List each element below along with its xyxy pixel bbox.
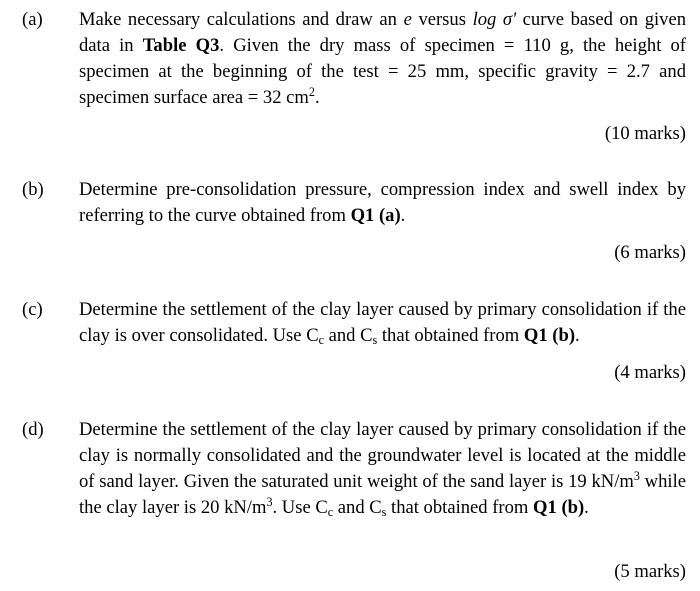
question-text bbox=[79, 417, 686, 521]
text-run: while the clay layer is 20 kN/m bbox=[79, 471, 686, 518]
table-reference: Table Q3 bbox=[142, 35, 220, 56]
superscript: 3 bbox=[266, 494, 273, 509]
question-label: (d) bbox=[22, 419, 44, 440]
question-text bbox=[79, 177, 686, 229]
question-label: (b) bbox=[22, 179, 44, 200]
text-run: and C bbox=[323, 325, 373, 346]
text-run: Make necessary calculations and draw an bbox=[79, 9, 404, 30]
marks-label: (4 marks) bbox=[614, 362, 686, 383]
text-run: curve based on given data in bbox=[79, 9, 687, 56]
text-run: . bbox=[575, 325, 580, 346]
text-run: and C bbox=[333, 497, 382, 518]
text-run: that obtained from bbox=[377, 325, 524, 346]
marks-label: (6 marks) bbox=[614, 242, 686, 263]
question-text bbox=[79, 7, 686, 111]
text-run: Determine pre-consolidation pressure, compression index and swell index by referring to the curve obtained from bbox=[79, 179, 686, 226]
question-reference: Q1 (b) bbox=[523, 325, 576, 346]
superscript: 2 bbox=[308, 84, 315, 99]
superscript: 3 bbox=[633, 468, 640, 483]
subscript: c bbox=[318, 333, 324, 348]
text-run: . Use C bbox=[272, 497, 328, 518]
subscript: c bbox=[327, 505, 334, 520]
subscript: s bbox=[372, 333, 378, 348]
marks-label: (10 marks) bbox=[604, 123, 686, 144]
text-run: . Given the dry mass of specimen = 110 g, the height of specimen at the beginning of the test = 25 mm, specific gravity = 2.7 and specimen surface area = 32 cm bbox=[79, 35, 686, 108]
text-run: . bbox=[584, 497, 589, 518]
question-label: (c) bbox=[22, 299, 43, 320]
text-run: that obtained from bbox=[386, 497, 534, 518]
text-run: versus bbox=[411, 9, 473, 30]
marks-label: (5 marks) bbox=[614, 561, 686, 582]
text-run: Determine the settlement of the clay layer caused by primary consolidation if the clay is normally consolidated and the groundwater level is located at the middle of sand layer. Given the saturated unit weight of the sand layer is 19 kN/m bbox=[79, 419, 686, 492]
text-run: . bbox=[400, 205, 406, 226]
text-run: Determine the settlement of the clay layer caused by primary consolidation if the clay is over consolidated. Use C bbox=[79, 299, 686, 346]
subscript: s bbox=[381, 505, 387, 520]
log-stress-symbol: log σ' bbox=[472, 9, 517, 30]
question-reference: Q1 (a) bbox=[350, 205, 401, 226]
question-label: (a) bbox=[22, 9, 43, 30]
void-ratio-symbol: e bbox=[403, 9, 412, 30]
question-reference: Q1 (b) bbox=[533, 497, 585, 518]
text-run: . bbox=[314, 87, 320, 108]
question-text bbox=[79, 297, 686, 349]
